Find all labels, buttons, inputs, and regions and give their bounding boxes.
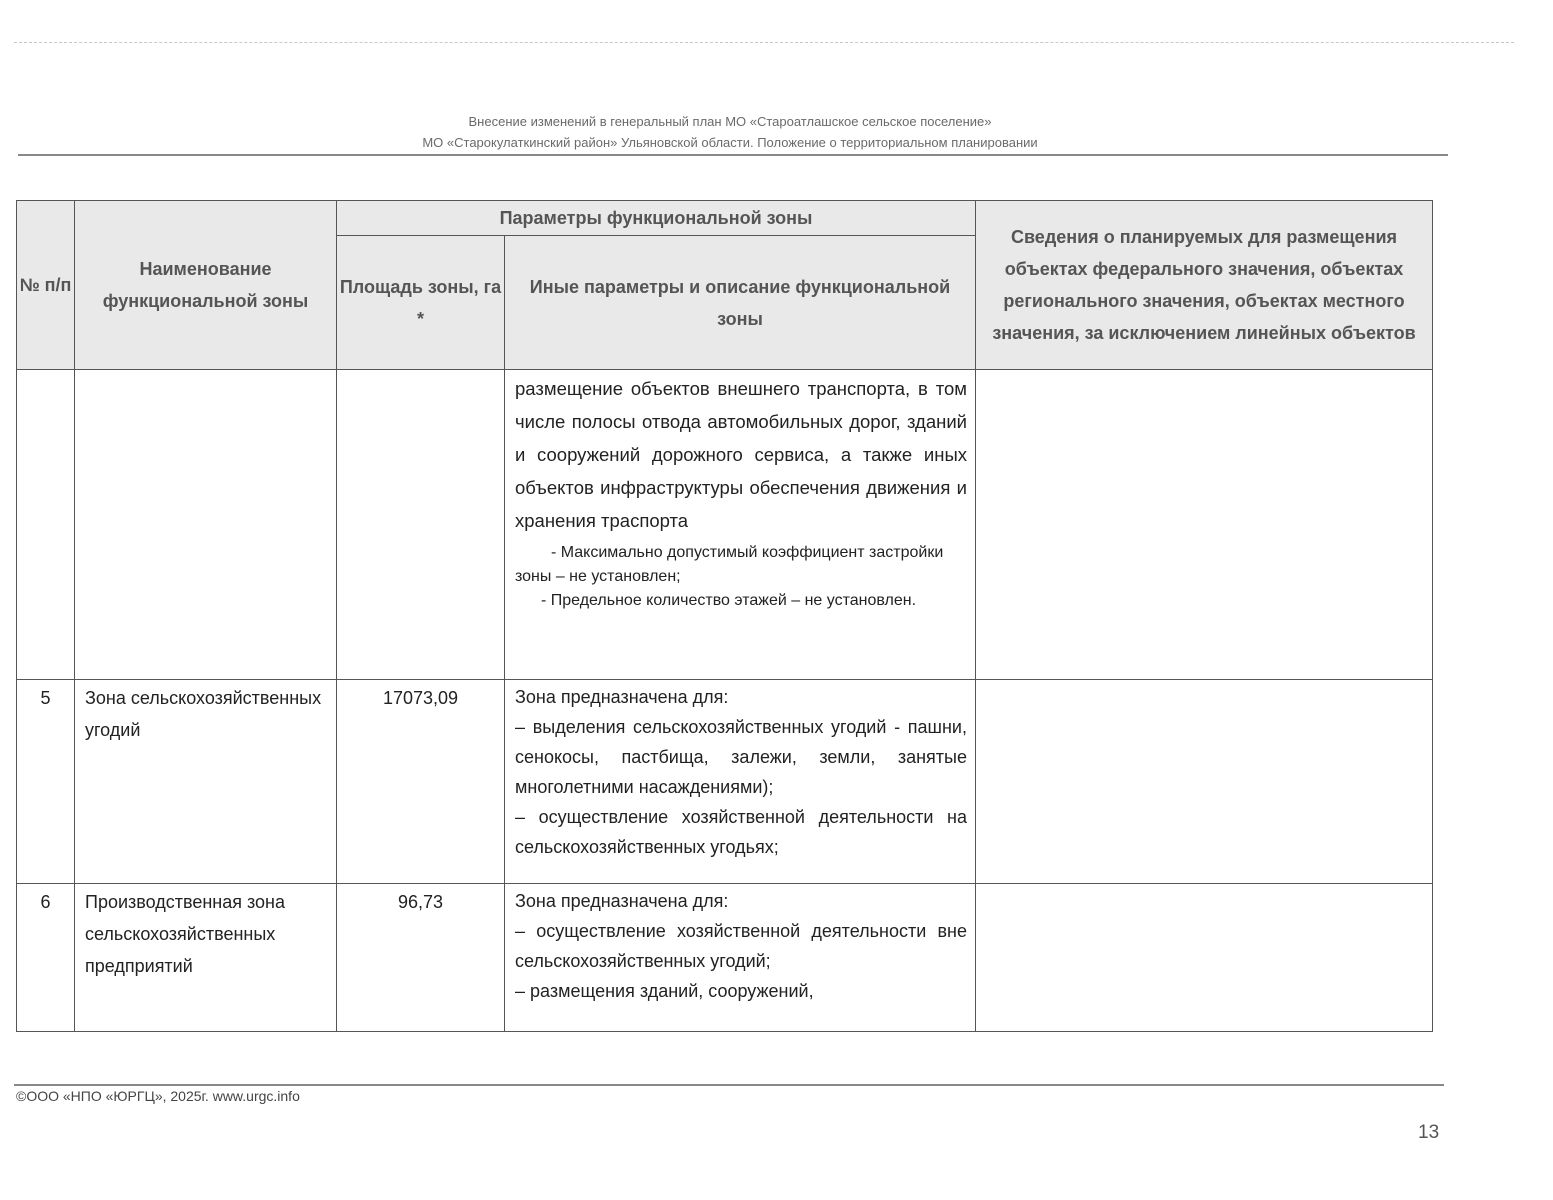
row-zone-area bbox=[337, 370, 505, 680]
row-num: 5 bbox=[17, 680, 75, 884]
row-description bbox=[505, 370, 976, 680]
row-zone-area: 96,73 bbox=[337, 884, 505, 1032]
footer-copyright: ©ООО «НПО «ЮРГЦ», 2025г. www.urgc.info bbox=[16, 1088, 300, 1104]
description-item: – размещения зданий, сооружений, bbox=[515, 981, 814, 1001]
row-zone-name: Производственная зона сельскохозяйственных предприятий bbox=[75, 884, 337, 1032]
header-title-line1: Внесение изменений в генеральный план МО «Староатлашское сельское поселение» bbox=[468, 114, 992, 129]
header-num: № п/п bbox=[17, 201, 75, 370]
row-zone-name bbox=[75, 370, 337, 680]
header-zone-parameters: Параметры функциональной зоны bbox=[337, 201, 976, 236]
row-zone-name: Зона сельскохозяйственных угодий bbox=[75, 680, 337, 884]
description-item: – выделения сельскохозяйственных угодий - пашни, сенокосы, пастбища, залежи, земли, занятые многолетними насаждениями); bbox=[515, 717, 967, 797]
page-number: 13 bbox=[1418, 1122, 1440, 1143]
functional-zones-table bbox=[16, 200, 1433, 1032]
header-zone-name: Наименование функциональной зоны bbox=[75, 201, 337, 370]
table-header-row bbox=[17, 201, 1433, 236]
row-planned-objects bbox=[976, 370, 1433, 680]
description-item: – осуществление хозяйственной деятельности на сельскохозяйственных угодьях; bbox=[515, 807, 967, 857]
table-row bbox=[17, 884, 1433, 1032]
row-planned-objects bbox=[976, 884, 1433, 1032]
top-divider bbox=[14, 42, 1514, 43]
header-zone-area: Площадь зоны, га * bbox=[337, 236, 505, 370]
description-floors: - Предельное количество этажей – не установлен. bbox=[541, 592, 917, 609]
description-item: – осуществление хозяйственной деятельности вне сельскохозяйственных угодий; bbox=[515, 921, 967, 971]
row-zone-area: 17073,09 bbox=[337, 680, 505, 884]
footer-divider bbox=[14, 1084, 1444, 1086]
header-title-line2: МО «Старокулаткинский район» Ульяновской области. Положение о территориальном планировании bbox=[422, 135, 1038, 150]
header-planned-objects: Сведения о планируемых для размещения объектах федерального значения, объектах регионального значения, объектах местного значения, за исключением линейных объектов bbox=[976, 201, 1433, 370]
description-coefficient: - Максимально допустимый коэффициент застройки зоны – не установлен; bbox=[515, 544, 944, 585]
description-intro: Зона предназначена для: bbox=[515, 687, 729, 707]
description-intro: Зона предназначена для: bbox=[515, 891, 729, 911]
row-planned-objects bbox=[976, 680, 1433, 884]
row-num: 6 bbox=[17, 884, 75, 1032]
header-other-parameters: Иные параметры и описание функциональной зоны bbox=[505, 236, 976, 370]
table-row bbox=[17, 680, 1433, 884]
row-description bbox=[505, 680, 976, 884]
description-main-text: размещение объектов внешнего транспорта, в том числе полосы отвода автомобильных дорог, зданий и сооружений дорожного сервиса, а также иных объектов инфраструктуры обеспечения движения и хранения траспорта bbox=[515, 378, 967, 531]
row-description bbox=[505, 884, 976, 1032]
row-num bbox=[17, 370, 75, 680]
table-row bbox=[17, 370, 1433, 680]
header-divider bbox=[18, 154, 1448, 156]
